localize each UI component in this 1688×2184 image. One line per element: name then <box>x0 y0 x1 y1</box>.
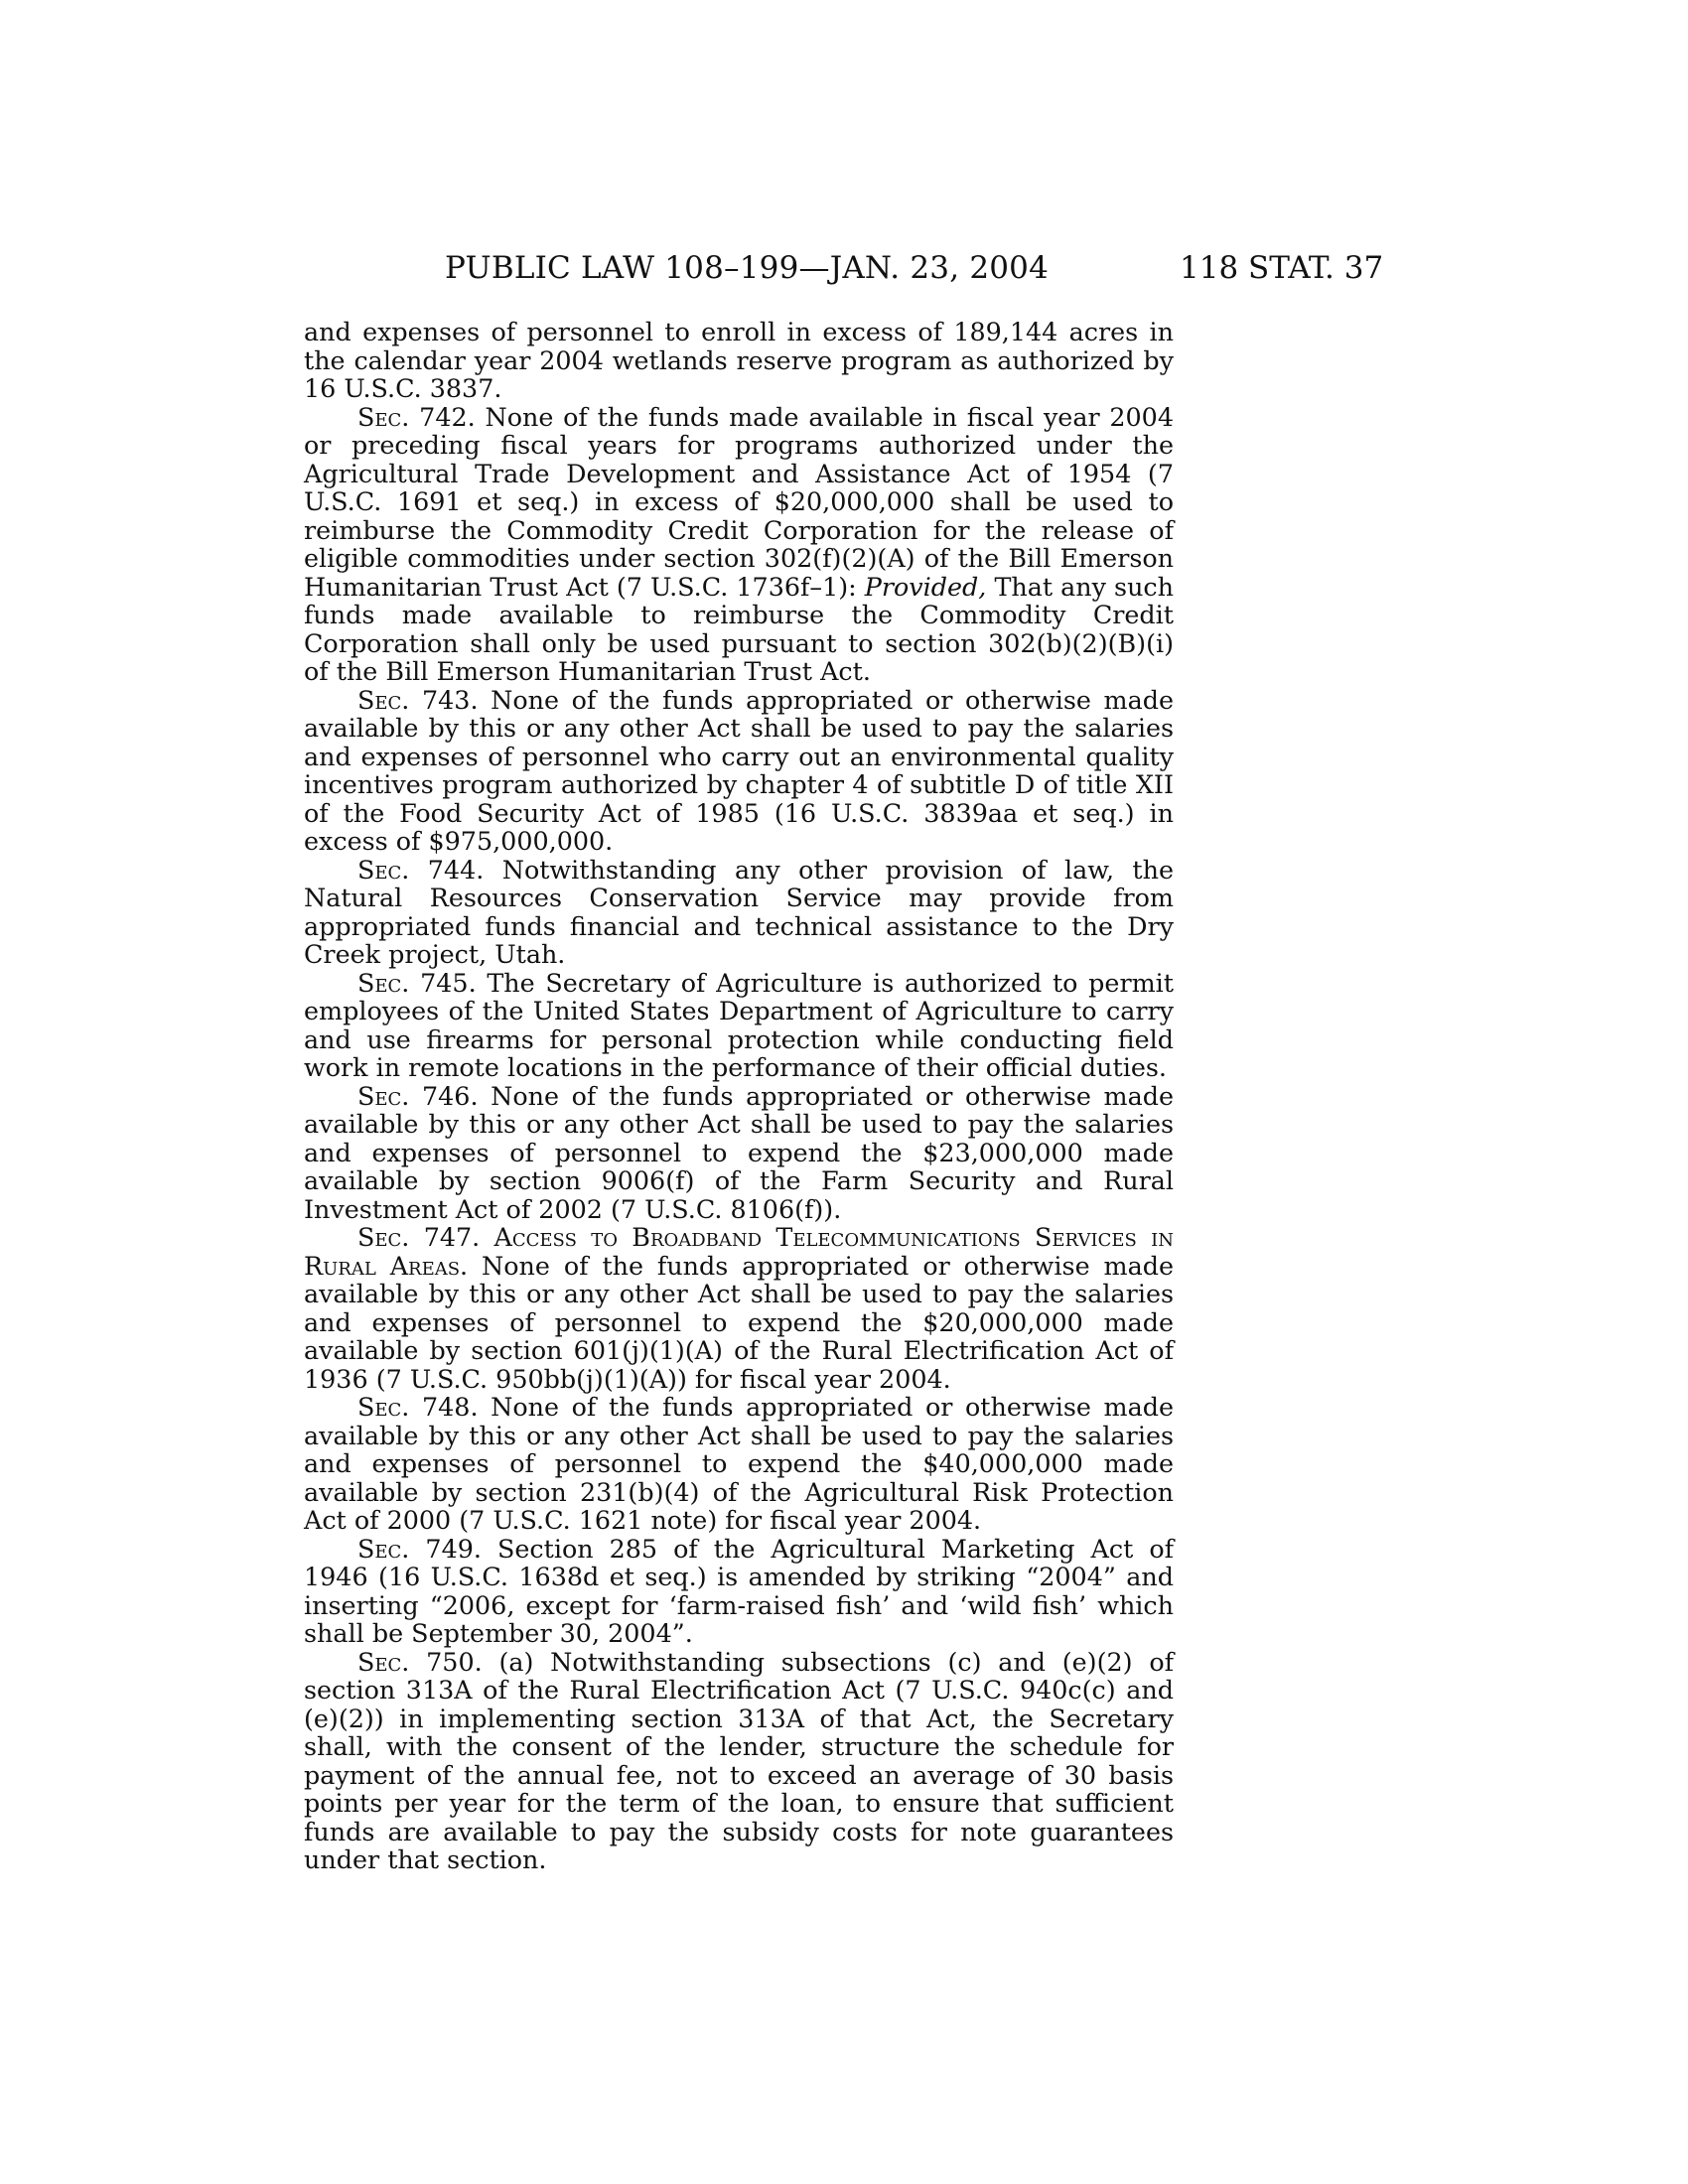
section-text: (a) Notwithstanding subsections (c) and (e)(2) of section 313A of the Rural Electrification Act (7 U.S.C. 940c(c) and (e)(2)) in implementing section 313A of that Act, the Secretary shall, with the consent of the lender, structure the schedule for payment of the annual fee, not to exceed an average of 30 basis points per year for the term of the loan, to ensure that sufficient funds are available to pay the subsidy costs for note guarantees under that section. <box>304 1646 1175 1874</box>
section-number: 742. <box>409 401 476 432</box>
running-head: PUBLIC LAW 108–199—JAN. 23, 2004 <box>445 250 1050 286</box>
section-number: 744. <box>409 854 485 885</box>
paragraph-continued: and expenses of personnel to enroll in excess of 189,144 acres in the calendar year 2004 wetlands reserve program as authorized by 16 U.S.C. 3837. <box>304 317 1174 403</box>
section-750 <box>304 1648 1174 1874</box>
section-label: Sec. <box>357 1222 410 1252</box>
section-label: Sec. <box>357 1080 410 1111</box>
section-heading: Access to Broadband Telecommunications Services in Rural Areas. <box>304 1222 1174 1281</box>
section-text: None of the funds made available in fiscal year 2004 or preceding fiscal years for programs authorized under the Agricultural Trade Development and Assistance Act of 1954 (7 U.S.C. 1691 et seq.) in excess of $20,000,000 shall be used to reimburse the Commodity Credit Corporation for the release of eligible commodities under section 302(f)(2)(A) of the Bill Emerson Humanitarian Trust Act (7 U.S.C. 1736f–1): <box>304 401 1174 602</box>
section-747 <box>304 1223 1174 1393</box>
section-text: Notwithstanding any other provision of law, the Natural Resources Conservation Service may provide from appropriated funds financial and technical assistance to the Dry Creek project, Utah. <box>304 854 1175 969</box>
document-body <box>304 318 1174 1874</box>
section-text: The Secretary of Agriculture is authorized to permit employees of the United States Department of Agriculture to carry and use firearms for personal protection while conducting field work in remote locations in the performance of their official duties. <box>304 967 1174 1082</box>
section-746 <box>304 1082 1174 1224</box>
section-text: None of the funds appropriated or otherwise made available by this or any other Act shall be used to pay the salaries and expenses of personnel to expend the $23,000,000 made available by section 9006(f) of the Farm Security and Rural Investment Act of 2002 (7 U.S.C. 8106(f)). <box>304 1080 1175 1224</box>
section-748 <box>304 1393 1174 1535</box>
section-label: Sec. <box>357 684 410 715</box>
section-744 <box>304 856 1174 969</box>
section-label: Sec. <box>357 1646 410 1677</box>
section-text: None of the funds appropriated or otherwise made available by this or any other Act shall be used to pay the salaries and expenses of personnel to expend the $20,000,000 made available by section 601(j)(1)(A) of the Rural Electrification Act of 1936 (7 U.S.C. 950bb(j)(1)(A)) for fiscal year 2004. <box>304 1250 1174 1394</box>
section-745 <box>304 969 1174 1082</box>
section-749 <box>304 1535 1174 1648</box>
section-label: Sec. <box>357 1533 410 1564</box>
section-text: None of the funds appropriated or otherwise made available by this or any other Act shall be used to pay the salaries and expenses of personnel to expend the $40,000,000 made available by section 231(b)(4) of the Agricultural Risk Protection Act of 2000 (7 U.S.C. 1621 note) for fiscal year 2004. <box>304 1392 1175 1535</box>
section-label: Sec. <box>357 1392 410 1422</box>
section-number: 743. <box>409 684 479 715</box>
provided-proviso: Provided, <box>864 571 987 602</box>
section-number: 749. <box>409 1533 482 1564</box>
stat-page-number: 118 STAT. 37 <box>1180 250 1384 286</box>
section-label: Sec. <box>357 967 410 998</box>
section-text: None of the funds appropriated or otherwise made available by this or any other Act shall be used to pay the salaries and expenses of personnel who carry out an environmental quality incentives program authorized by chapter 4 of subtitle D of title XII of the Food Security Act of 1985 (16 U.S.C. 3839aa et seq.) in excess of $975,000,000. <box>304 684 1175 856</box>
section-number: 747. <box>409 1222 481 1252</box>
section-label: Sec. <box>357 401 410 432</box>
section-number: 746. <box>409 1080 479 1111</box>
section-number: 748. <box>409 1392 479 1422</box>
section-number: 745. <box>409 967 477 998</box>
section-743 <box>304 686 1174 856</box>
section-text-continued: That any such funds made available to reimburse the Commodity Credit Corporation shall only be used pursuant to section 302(b)(2)(B)(i) of the Bill Emerson Humanitarian Trust Act. <box>304 571 1175 686</box>
section-label: Sec. <box>357 854 410 885</box>
section-number: 750. <box>409 1646 483 1677</box>
section-text: Section 285 of the Agricultural Marketing Act of 1946 (16 U.S.C. 1638d et seq.) is amended by striking “2004” and inserting “2006, except for ‘farm-raised fish’ and ‘wild fish’ which shall be September 30, 2004”. <box>304 1533 1175 1648</box>
section-742 <box>304 403 1174 686</box>
